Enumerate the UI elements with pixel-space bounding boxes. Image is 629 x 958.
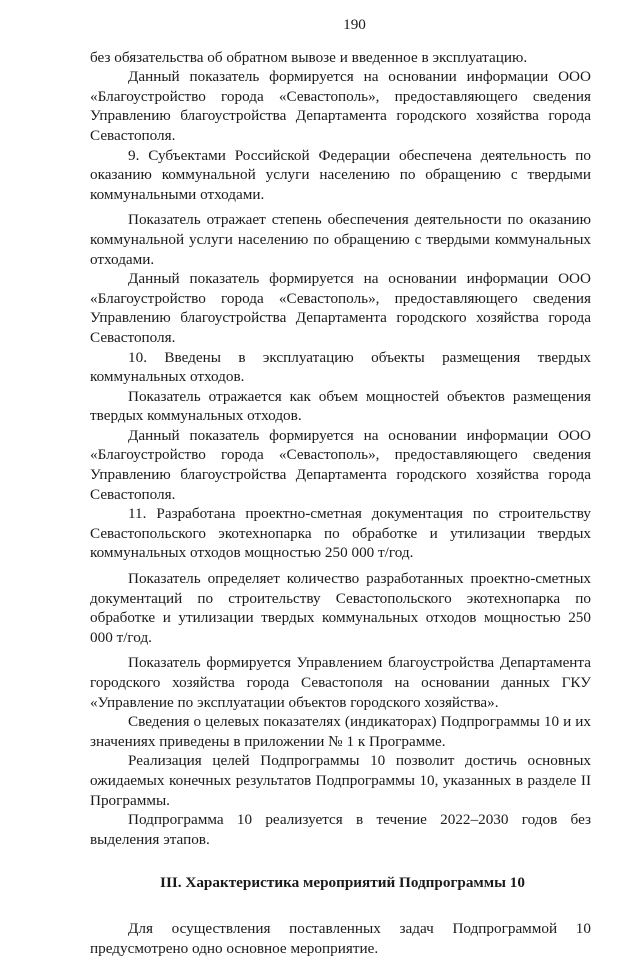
paragraph: Подпрограмма 10 реализуется в течение 2022–2030 годов без выделения этапов. — [90, 811, 591, 848]
paragraph: Данный показатель формируется на основании информации ООО «Благоустройство города «Севастополь», предоставляющего сведения Управлению благоустройства Департамента городского хозяйства города Севастополя. — [90, 426, 591, 503]
paragraph: Данный показатель формируется на основании информации ООО «Благоустройство города «Севастополь», предоставляющего сведения Управлению благоустройства Департамента городского хозяйства города Севастополя. — [90, 68, 591, 144]
paragraph: Показатель формируется Управлением благоустройства Департамента городского хозяйства города Севастополя на основании данных ГКУ «Управление по эксплуатации объектов городского хозяйства». — [90, 654, 591, 711]
paragraph: 11. Разработана проектно-сметная документация по строительству Севастопольского экотехнопарка по обработке и утилизации твердых коммунальных отходов мощностью 250 000 т/год. — [90, 505, 591, 562]
paragraph: Реализация целей Подпрограммы 10 позволит достичь основных ожидаемых конечных результатов Подпрограммы 10, указанных в разделе II Программы. — [90, 752, 591, 809]
paragraph: 10. Введены в эксплуатацию объекты размещения твердых коммунальных отходов. — [90, 348, 591, 386]
paragraph: Для осуществления поставленных задач Подпрограммой 10 предусмотрено одно основное мероприятие. — [90, 919, 591, 957]
paragraph: Показатель отражает степень обеспечения деятельности по оказанию коммунальной услуги населению по обращению с твердыми коммунальных отходами. — [90, 211, 591, 268]
paragraph: Показатель отражается как объем мощностей объектов размещения твердых коммунальных отходов. — [90, 387, 591, 425]
page-number: 190 — [343, 16, 366, 33]
paragraph: 9. Субъектами Российской Федерации обеспечена деятельность по оказанию коммунальной услуги населению по обращению с твердыми коммунальными отходами. — [90, 146, 591, 203]
paragraph: Данный показатель формируется на основании информации ООО «Благоустройство города «Севастополь», предоставляющего сведения Управлению благоустройства Департамента городского хозяйства города Севастополя. — [90, 270, 591, 346]
paragraph: Сведения о целевых показателях (индикаторах) Подпрограммы 10 и их значениях приведены в приложении № 1 к Программе. — [90, 713, 591, 750]
paragraph: без обязательства об обратном вывозе и введенное в эксплуатацию. — [90, 48, 528, 66]
paragraph: Показатель определяет количество разработанных проектно-сметных документаций по строительству Севастопольского экотехнопарка по обработке и утилизации твердых коммунальных отходов мощностью 250 000 т/год. — [90, 570, 591, 646]
section-heading: III. Характеристика мероприятий Подпрограммы 10 — [160, 874, 525, 892]
